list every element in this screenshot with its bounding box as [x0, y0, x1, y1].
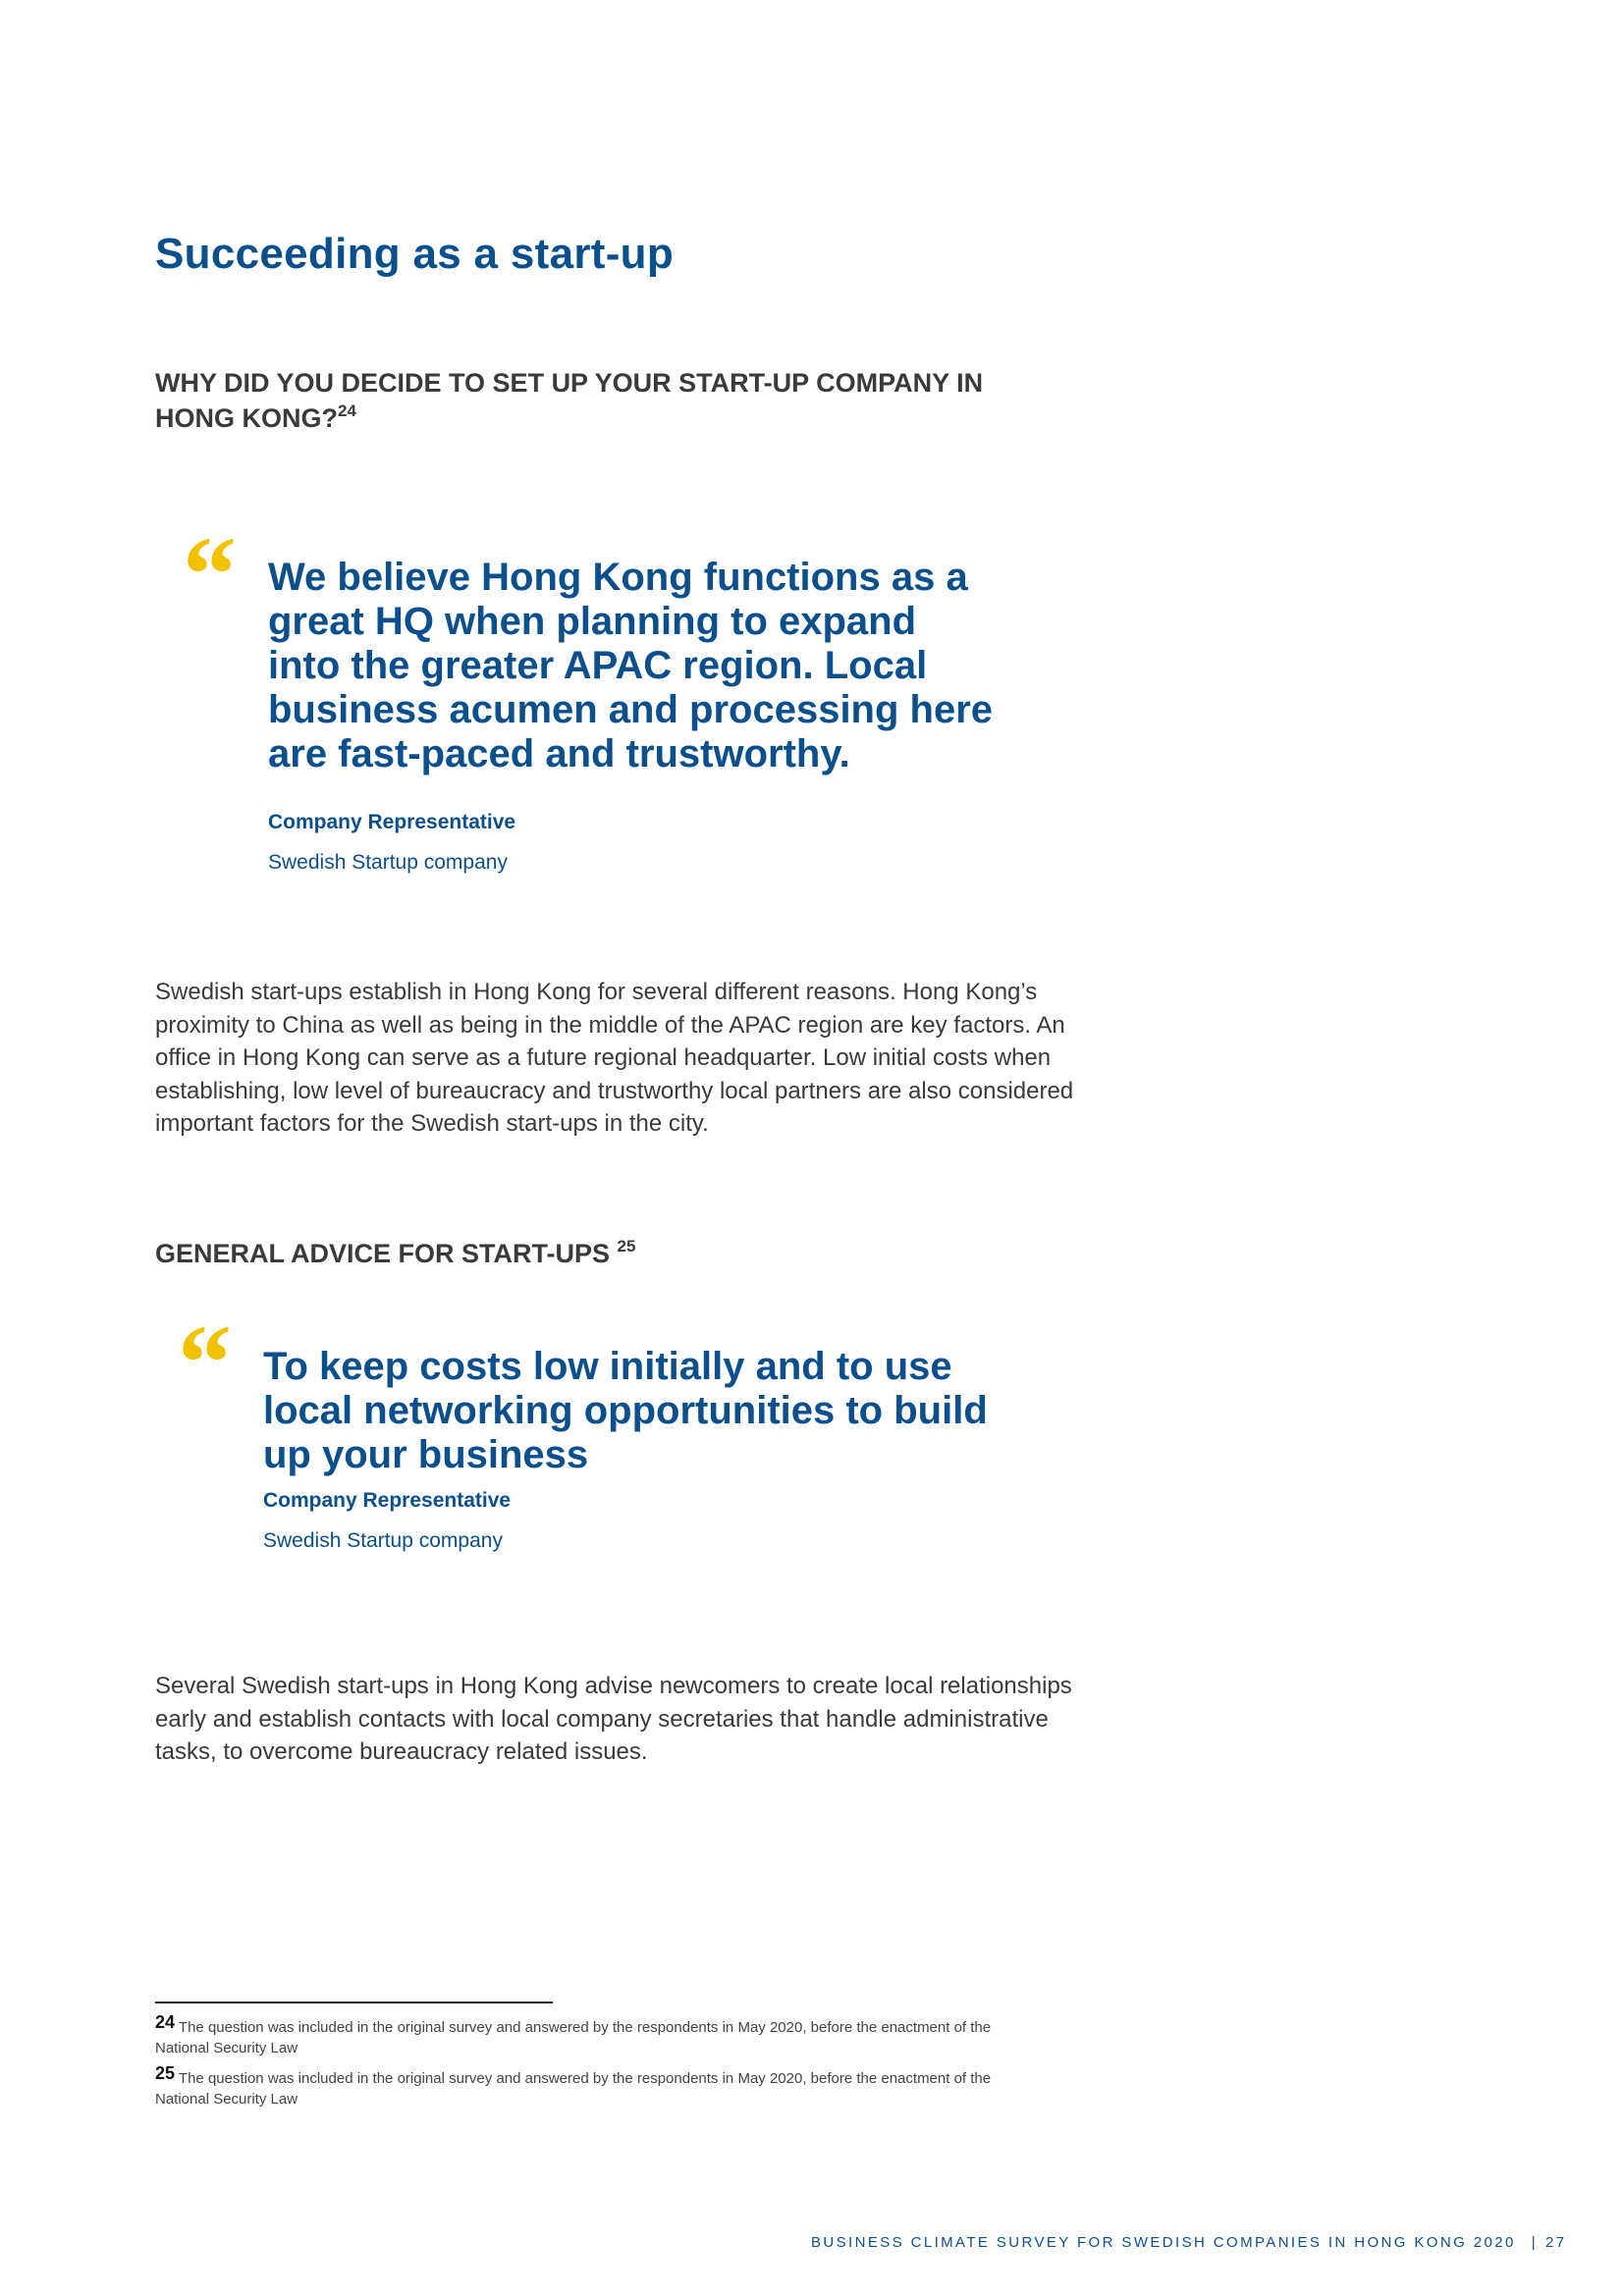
footer-separator: |: [1531, 2234, 1539, 2251]
footnote: [155, 2012, 1098, 2058]
body-line: early and establish contacts with local company secretaries that handle administrative: [155, 1705, 1049, 1733]
footnote-reference: 24: [338, 401, 356, 420]
section-heading-line: [155, 400, 1137, 436]
quote-attribution-company: Swedish Startup company: [263, 1529, 503, 1552]
footnote-text: National Security Law: [155, 2091, 298, 2108]
pull-quote: [263, 1345, 988, 1477]
pull-quote: [268, 556, 993, 776]
pull-quote-line: great HQ when planning to expand: [268, 600, 917, 643]
pull-quote-line: To keep costs low initially and to use: [263, 1345, 952, 1388]
page-footer: [811, 2234, 1567, 2251]
quote-attribution-role: Company Representative: [263, 1489, 512, 1512]
quote-attribution-company: Swedish Startup company: [268, 851, 508, 874]
footnote-number: 25: [155, 2063, 176, 2083]
pull-quote-line: business acumen and processing here: [268, 688, 994, 731]
pull-quote-line: We believe Hong Kong functions as a: [268, 556, 968, 599]
section-heading-line: WHY DID YOU DECIDE TO SET UP YOUR START-UP COMPANY IN: [155, 368, 984, 398]
body-paragraph: [155, 1670, 1137, 1769]
page-title: Succeeding as a start-up: [155, 230, 675, 278]
footnote-text: The question was included in the original survey and answered by the respondents in May 2020, before the enactment of the: [175, 2070, 992, 2087]
body-line: proximity to China as well as being in the middle of the APAC region are key factors. An: [155, 1011, 1065, 1039]
footnote-number: 24: [155, 2012, 176, 2032]
body-paragraph: [155, 976, 1137, 1141]
section-heading-general-advice: [155, 1236, 1137, 1271]
quote-attribution-role: Company Representative: [268, 811, 516, 833]
quote-mark-icon: “: [178, 1303, 232, 1422]
body-line: tasks, to overcome bureaucracy related issues.: [155, 1738, 648, 1765]
section-heading-text: GENERAL ADVICE FOR START-UPS: [155, 1239, 618, 1268]
pull-quote-line: local networking opportunities to build: [263, 1389, 988, 1432]
footnote-text: National Security Law: [155, 2040, 298, 2056]
pull-quote-line: into the greater APAC region. Local: [268, 644, 928, 687]
section-heading-text: HONG KONG?: [155, 403, 338, 433]
pull-quote-line: up your business: [263, 1433, 589, 1476]
footnote-reference: 25: [617, 1237, 636, 1255]
pull-quote-line: are fast-paced and trustworthy.: [268, 732, 850, 775]
footnote-text: The question was included in the original survey and answered by the respondents in May 2020, before the enactment of the: [175, 2019, 992, 2036]
body-line: Several Swedish start-ups in Hong Kong advise newcomers to create local relationships: [155, 1673, 1072, 1699]
page-number: 27: [1545, 2234, 1567, 2251]
section-heading-why-hong-kong: [155, 365, 1137, 436]
footnote: [155, 2063, 1098, 2109]
body-line: important factors for the Swedish start-ups in the city.: [155, 1110, 709, 1137]
body-line: Swedish start-ups establish in Hong Kong for several different reasons. Hong Kong’s: [155, 979, 1038, 1005]
body-line: office in Hong Kong can serve as a future regional headquarter. Low initial costs when: [155, 1044, 1052, 1071]
footnote-divider: [155, 2002, 553, 2003]
body-line: establishing, low level of bureaucracy and trustworthy local partners are also considered: [155, 1077, 1074, 1104]
footer-title: BUSINESS CLIMATE SURVEY FOR SWEDISH COMPANIES IN HONG KONG 2020: [811, 2234, 1516, 2251]
quote-mark-icon: “: [183, 514, 237, 634]
